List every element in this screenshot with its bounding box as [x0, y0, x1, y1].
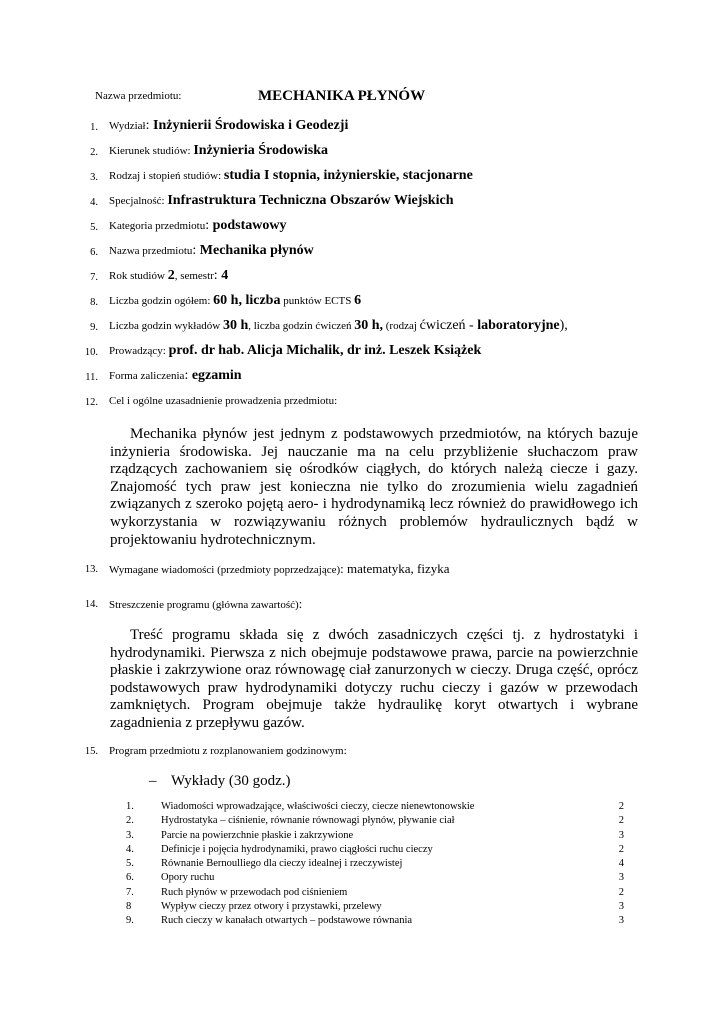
lecture-row: 5. Równanie Bernoulliego dla cieczy idealnej i rzeczywistej 4: [126, 858, 624, 870]
goal-paragraph: Mechanika płynów jest jednym z podstawowych przedmiotów, na których bazuje inżynieria środowiska. Jej nauczanie ma na celu przybliżenie słuchaczom praw rządzących zachowaniem się ośrodków ciągłych, do których należą ciecze i gazy. Znajomość tych praw jest konieczna nie tylko do zrozumienia wielu zagadnień związanych z szeroko pojętą aero- i hydrodynamiką lecz również do prawidłowego ich wykorzystania w rozwiązywaniu różnych problemów hydraulicznych bądź w projektowaniu hydrotechnicznym.: [110, 426, 638, 548]
total-hours-value: 60 h, liczba: [213, 293, 281, 308]
course-info-list: [0, 114, 724, 414]
info-item-course-name: 6. Nazwa przedmiotu: Mechanika płynów: [90, 243, 314, 258]
lecture-row: 9. Ruch cieczy w kanałach otwartych – podstawowe równania 3: [126, 915, 624, 927]
category-value: podstawowy: [212, 218, 287, 233]
info-item-goal: 12. Cel i ogólne uzasadnienie prowadzenia przedmiotu:: [84, 395, 338, 408]
lecture-row: 6. Opory ruchu 3: [126, 872, 624, 884]
lecture-row: 1. Wiadomości wprowadzające, właściwości cieczy, ciecze nienewtonowskie 2: [126, 801, 624, 812]
course-name-label: Nazwa przedmiotu:: [95, 90, 182, 102]
ects-value: 6: [354, 293, 362, 308]
exercise-type-value: laboratoryjne: [477, 318, 560, 333]
lecture-row: 7. Ruch płynów w przewodach pod ciśnieniem 2: [126, 886, 624, 898]
info-item-total-hours: 8. Liczba godzin ogółem: 60 h, liczba punktów ECTS 6: [90, 293, 362, 308]
info-item-hours-breakdown: 9. Liczba godzin wykładów 30 h, liczba godzin ćwiczeń 30 h, (rodzaj ćwiczeń - laboratoryjne),: [90, 318, 568, 333]
info-item-field-of-study: 2. Kierunek studiów: Inżynieria Środowiska: [90, 143, 329, 158]
info-item-summary: 14. Streszczenie programu (główna zawartość):: [84, 596, 303, 611]
lecture-row: 2. Hydrostatyka – ciśnienie, równanie równowagi płynów, pływanie ciał 2: [126, 815, 624, 827]
lecture-row: 8 Wypływ cieczy przez otwory i przystawki, przelewy 3: [126, 901, 624, 913]
semester-value: 4: [221, 268, 229, 283]
lecture-hours-value: 30 h: [222, 318, 249, 333]
info-item-specialization: 4. Specjalność: Infrastruktura Techniczna Obszarów Wiejskich: [90, 193, 454, 208]
course-header: [95, 88, 655, 106]
year-value: 2: [167, 268, 175, 283]
info-item-study-type: 3. Rodzaj i stopień studiów: studia I stopnia, inżynierskie, stacjonarne: [90, 168, 473, 183]
specialization-value: Infrastruktura Techniczna Obszarów Wiejskich: [167, 193, 454, 208]
assessment-value: egzamin: [191, 368, 242, 383]
info-item-faculty: 1. Wydział: Inżynierii Środowiska i Geodezji: [90, 118, 349, 133]
exercise-hours-value: 30 h,: [354, 318, 384, 333]
info-item-lecturers: 10. Prowadzący: prof. dr hab. Alicja Michalik, dr inż. Leszek Książek: [84, 343, 482, 358]
lecturers-value: prof. dr hab. Alicja Michalik, dr inż. Leszek Książek: [168, 343, 482, 358]
info-item-prerequisites: 13. Wymagane wiadomości (przedmioty poprzedzające): matematyka, fizyka: [84, 561, 450, 576]
course-name-value: Mechanika płynów: [199, 243, 314, 258]
prerequisites-value: matematyka, fizyka: [347, 561, 450, 576]
info-item-program: 15. Program przedmiotu z rozplanowaniem godzinowym:: [84, 745, 347, 757]
field-of-study-value: Inżynieria Środowiska: [193, 143, 329, 158]
lectures-heading: – Wykłady (30 godz.): [149, 773, 291, 789]
lecture-row: 4. Definicje i pojęcia hydrodynamiki, prawo ciągłości ruchu cieczy 2: [126, 843, 624, 855]
lecture-list: [0, 800, 724, 929]
summary-paragraph: Treść programu składa się z dwóch zasadniczych części tj. z hydrostatyki i hydrodynamiki. Pierwsza z nich obejmuje podstawowe prawa, parcie na powierzchnie płaskie i zakrzywione oraz równowagę ciał zanurzonych w cieczy. Druga część, oprócz podstawowych praw hydrodynamiki dotyczy ruchu cieczy i gazów w przewodach zamkniętych. Program obejmuje także hydraulikę koryt otwartych i wybrane zagadnienia z przepływu gazów.: [110, 627, 638, 731]
info-item-year-semester: 7. Rok studiów 2, semestr: 4: [90, 268, 229, 283]
course-title: MECHANIKA PŁYNÓW: [258, 88, 426, 104]
lecture-row: 3. Parcie na powierzchnie płaskie i zakrzywione 3: [126, 829, 624, 841]
faculty-value: Inżynierii Środowiska i Geodezji: [153, 118, 349, 133]
study-type-value: studia I stopnia, inżynierskie, stacjonarne: [223, 168, 473, 183]
info-item-category: 5. Kategoria przedmiotu: podstawowy: [90, 218, 287, 233]
info-item-assessment: 11. Forma zaliczenia: egzamin: [85, 368, 242, 383]
dash-bullet: –: [149, 773, 157, 789]
